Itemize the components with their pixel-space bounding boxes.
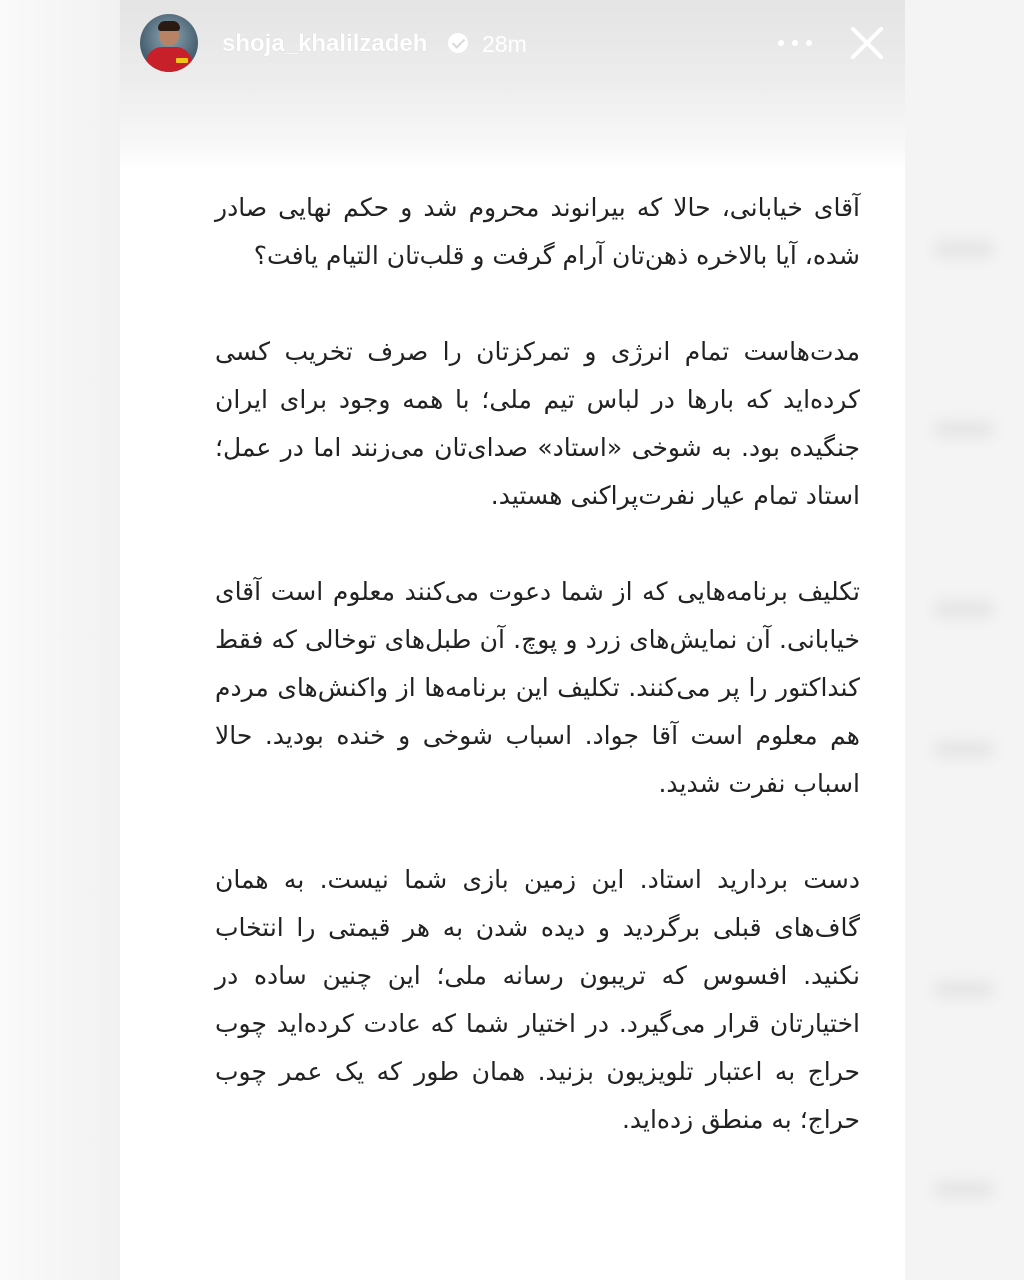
username[interactable]: shoja_khalilzadeh — [222, 30, 428, 57]
story-header — [120, 0, 905, 170]
story-card[interactable] — [120, 0, 905, 1280]
blurred-text-ghost — [934, 1180, 994, 1198]
paragraph-1: آقای خیابانی، حالا که بیرانوند محروم شد و حکم نهایی صادر شده، آیا بالاخره ذهن‌تان آرام گرفت و قلب‌تان التیام یافت؟ — [215, 193, 860, 270]
blurred-text-ghost — [934, 600, 994, 618]
avatar-captain-band — [176, 58, 188, 63]
dot — [792, 40, 798, 46]
profile-avatar[interactable] — [140, 14, 198, 72]
left-backdrop — [0, 0, 120, 1280]
paragraph-2: مدت‌هاست تمام انرژی و تمرکزتان را صرف تخریب کسی کرده‌اید که بارها در لباس تیم ملی؛ با همه وجود برای ایران جنگیده بود. به شوخی «استاد» صدای‌تان می‌زنند اما در عمل؛ استاد تمام عیار نفرت‌پراکنی هستید. — [215, 337, 860, 510]
verified-badge-icon — [448, 33, 468, 53]
dot — [778, 40, 784, 46]
post-time: 28m — [482, 31, 527, 57]
more-options-icon[interactable] — [778, 30, 812, 56]
close-icon[interactable] — [846, 22, 888, 64]
avatar-hair — [158, 21, 180, 31]
paragraph-4: دست بردارید استاد. این زمین بازی شما نیست. به همان گاف‌های قبلی برگردید و دیده شدن به هر قیمتی را انتخاب نکنید. افسوس که تریبون رسانه ملی؛ این چنین ساده در اختیارتان قرار می‌گیرد. در اختیار شما که عادت کرده‌اید چوب حراج به اعتبار تلویزیون بزنید. همان طور که یک عمر چوب حراج؛ به منطق زده‌اید. — [215, 865, 860, 1134]
blurred-text-ghost — [934, 980, 994, 998]
blurred-text-ghost — [934, 240, 994, 258]
story-text — [215, 184, 860, 1144]
dot — [806, 40, 812, 46]
blurred-text-ghost — [934, 420, 994, 438]
blurred-text-ghost — [934, 740, 994, 758]
right-backdrop — [905, 0, 1024, 1280]
paragraph-3: تکلیف برنامه‌هایی که از شما دعوت می‌کنند معلوم است آقای خیابانی. آن نمایش‌های زرد و پوچ. آن طبل‌های توخالی که فقط کنداکتور را پر می‌کنند. تکلیف این برنامه‌ها از واکنش‌های مردم هم معلوم است آقا جواد. اسباب شوخی و خنده بودید. حالا اسباب نفرت شدید. — [215, 577, 860, 798]
